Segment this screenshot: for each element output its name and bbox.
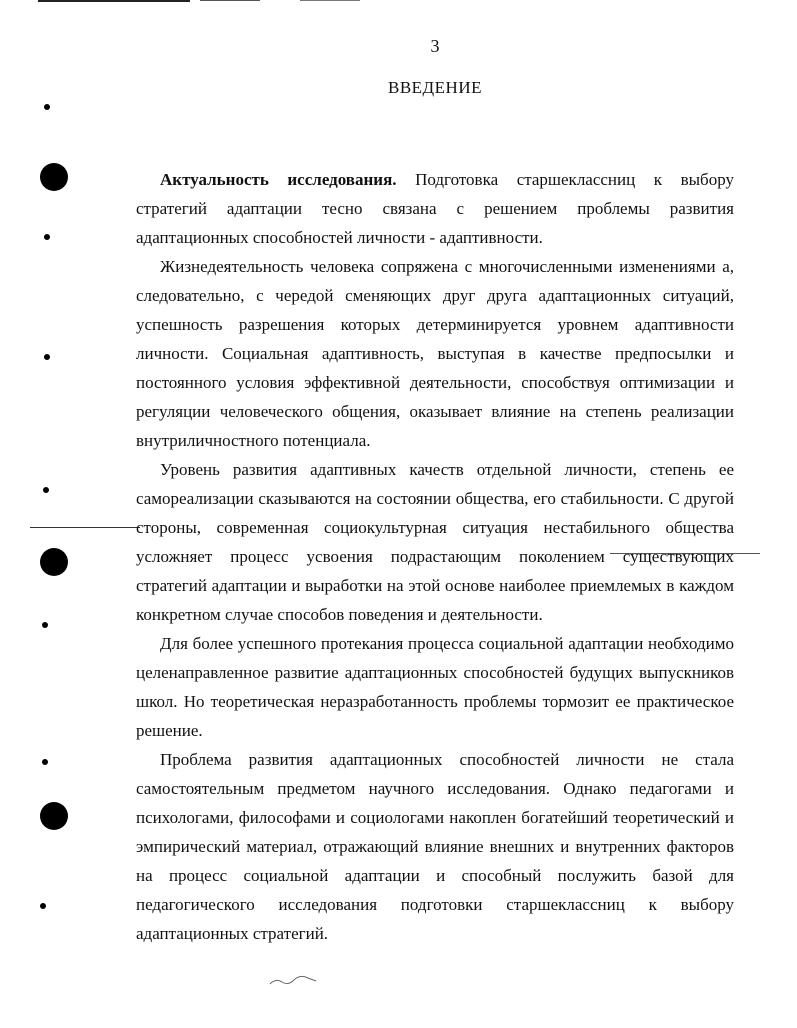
scan-dot [44, 104, 50, 110]
scan-dot [44, 234, 50, 240]
section-lead: Актуальность исследования. [160, 170, 397, 189]
body-text [136, 165, 734, 948]
page-number: 3 [430, 36, 440, 56]
scan-squiggle [268, 972, 318, 988]
binder-hole [40, 548, 68, 576]
paragraph [136, 165, 734, 252]
scan-dot [42, 759, 48, 765]
page-title: ВВЕДЕНИЕ [388, 78, 482, 97]
paragraph: Для более успешного протекания процесса социальной адаптации необходимо целенаправленное развитие адаптационных способностей будущих выпускников школ. Но теоретическая неразработанность проблемы тормозит ее практическое решение. [136, 634, 734, 740]
scan-artifact-line [38, 0, 190, 2]
scan-artifact-line [200, 0, 260, 1]
binder-hole [40, 163, 68, 191]
scan-dot [42, 622, 48, 628]
scan-artifact-line [300, 0, 360, 1]
scan-dot [44, 354, 50, 360]
paragraph: Жизнедеятельность человека сопряжена с многочисленными изменениями а, следовательно, с чередой сменяющих друг друга адаптационных ситуаций, успешность разрешения которых детерминируется уровнем адаптивности личности. Социальная адаптивность, выступая в качестве предпосылки и постоянного условия эффективной деятельности, способствуя оптимизации и регуляции человеческого общения, оказывает влияние на степень реализации внутриличностного потенциала. [136, 257, 734, 450]
paragraph: Проблема развития адаптационных способностей личности не стала самостоятельным предметом научного исследования. Однако педагогами и психологами, философами и социологами накоплен богатейший теоретический и эмпирический материал, отражающий влияние внешних и внутренних факторов на процесс социальной адаптации и способный послужить базой для педагогического исследования подготовки старшеклассниц к выбору адаптационных стратегий. [136, 750, 734, 943]
scan-artifact-line [30, 527, 140, 528]
paragraph: Уровень развития адаптивных качеств отдельной личности, степень ее самореализации сказываются на состоянии общества, его стабильности. С другой стороны, современная социокультурная ситуация нестабильного общества усложняет процесс усвоения подрастающим поколением существующих стратегий адаптации и выработки на этой основе наиболее приемлемых в каждом конкретном случае способов поведения и деятельности. [136, 460, 734, 624]
paragraph-text: Подготовка старшеклассниц к выбору стратегий адаптации тесно связана с решением проблемы развития адаптационных способностей личности - адаптивности. [136, 170, 734, 247]
scan-dot [43, 487, 49, 493]
scan-dot [40, 903, 46, 909]
binder-hole [40, 802, 68, 830]
